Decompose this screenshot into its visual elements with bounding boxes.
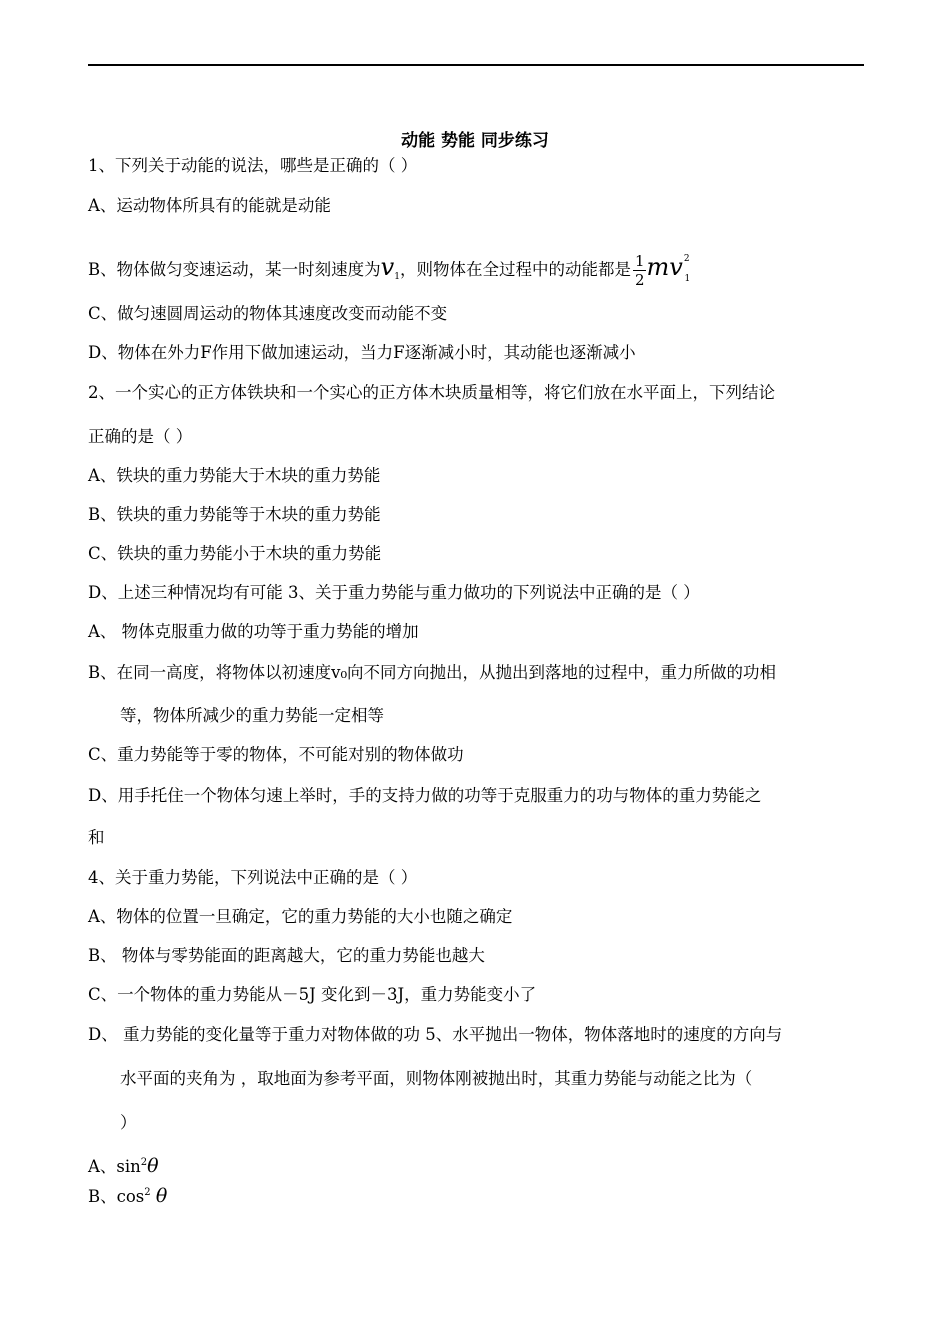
velocity-subscript-2: 1	[684, 274, 691, 284]
q4-option-d-q5-stem: D、 重力势能的变化量等于重力对物体做的功 5、水平抛出一物体，物体落地时的速度的方向与	[88, 1025, 783, 1044]
theta-symbol-2: θ	[155, 1185, 168, 1207]
q4-option-a: A、物体的位置一旦确定，它的重力势能的大小也随之确定	[88, 907, 513, 926]
q5-option-b-exponent: 2	[144, 1187, 151, 1198]
q4-option-c: C、一个物体的重力势能从－5J 变化到－3J，重力势能变小了	[88, 985, 537, 1004]
q2-stem-cont: 正确的是（ ）	[88, 427, 193, 446]
q5-option-b	[88, 1181, 868, 1209]
square-exponent: 2	[683, 254, 690, 264]
q3-option-d-cont: 和	[88, 828, 105, 847]
q2-option-c: C、铁块的重力势能小于木块的重力势能	[88, 544, 382, 563]
mass-symbol: m	[646, 253, 670, 281]
fraction-numerator: 1	[634, 252, 645, 270]
q3-option-c: C、重力势能等于零的物体，不可能对别的物体做功	[88, 745, 464, 764]
q2-option-a: A、铁块的重力势能大于木块的重力势能	[88, 466, 381, 485]
q2-option-d-q3-stem: D、上述三种情况均有可能 3、关于重力势能与重力做功的下列说法中正确的是（ ）	[88, 583, 700, 602]
q5-option-b-label: B、cos	[88, 1187, 145, 1206]
half-fraction	[633, 252, 647, 289]
q3-option-a: A、 物体克服重力做的功等于重力势能的增加	[88, 622, 419, 641]
q5-option-a-exponent: 2	[140, 1157, 148, 1168]
q1-stem: 1、下列关于动能的说法，哪些是正确的（ ）	[88, 156, 418, 175]
q1-option-c: C、做匀速圆周运动的物体其速度改变而动能不变	[88, 304, 448, 323]
velocity-subscript: 1	[394, 272, 400, 282]
q5-stem-cont: 水平面的夹角为 ，取地面为参考平面，则物体刚被抛出时，其重力势能与动能之比为（	[120, 1069, 753, 1088]
q1-option-a: A、运动物体所具有的能就是动能	[88, 196, 331, 215]
q1-option-b-text: B、物体做匀变速运动，某一时刻速度为	[88, 260, 381, 279]
q3-option-d: D、用手托住一个物体匀速上举时，手的支持力做的功等于克服重力的功与物体的重力势能之	[88, 786, 762, 805]
q5-stem-end: ）	[120, 1113, 137, 1132]
q5-option-a	[88, 1151, 868, 1179]
q3-option-b: B、在同一高度，将物体以初速度v₀向不同方向抛出，从抛出到落地的过程中，重力所做的功相	[88, 663, 777, 682]
q1-option-b	[88, 247, 868, 291]
q4-stem: 4、关于重力势能，下列说法中正确的是（ ）	[88, 868, 418, 887]
header-rule	[88, 64, 864, 66]
fraction-denominator: 2	[634, 271, 645, 289]
q2-option-b: B、铁块的重力势能等于木块的重力势能	[88, 505, 381, 524]
theta-symbol: θ	[147, 1155, 159, 1177]
q3-option-b-cont: 等，物体所减少的重力势能一定相等	[120, 706, 384, 725]
q5-option-a-label: A、sin	[88, 1157, 141, 1176]
q4-option-b: B、 物体与零势能面的距离越大，它的重力势能也越大	[88, 946, 485, 965]
q1-option-d: D、物体在外力F作用下做加速运动，当力F逐渐减小时，其动能也逐渐减小	[88, 343, 636, 362]
q1-option-b-middle: ，则物体在全过程中的动能都是	[399, 260, 631, 279]
velocity-symbol-2: v	[669, 253, 683, 281]
velocity-symbol: v	[380, 253, 395, 281]
page-title: 动能 势能 同步练习	[401, 131, 549, 151]
q2-stem: 2、一个实心的正方体铁块和一个实心的正方体木块质量相等，将它们放在水平面上，下列结论	[88, 383, 775, 402]
